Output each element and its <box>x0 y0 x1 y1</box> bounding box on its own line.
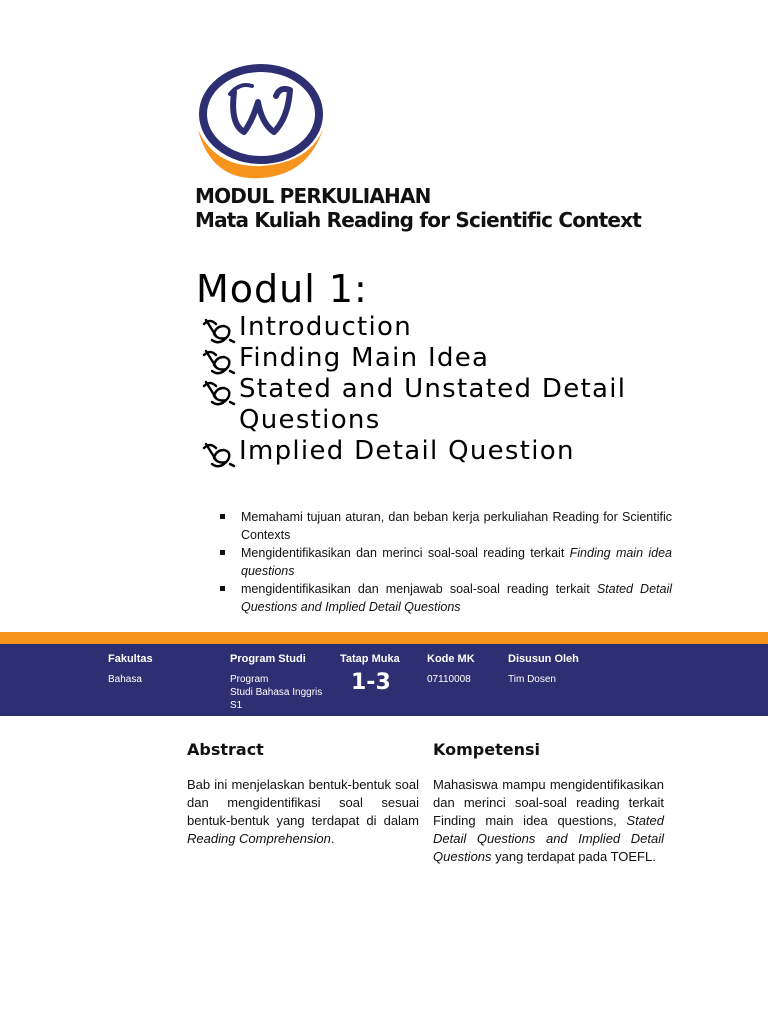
writing-hand-icon <box>202 378 236 406</box>
tatap-column <box>340 652 400 695</box>
course-name: Mata Kuliah Reading for Scientific Context <box>195 208 641 232</box>
disusun-value: Tim Dosen <box>508 674 556 685</box>
prodi-column <box>230 652 322 712</box>
topic-label: Finding Main Idea <box>239 343 490 373</box>
abstract-text: Bab ini menjelaskan bentuk-bentuk soal dan mengidentifikasi soal sesuai bentuk-bentuk yang terdapat di dalam <box>187 777 419 828</box>
objective-item <box>218 544 672 580</box>
kompetensi-italic: Stated Detail Questions and Implied Detail Questions <box>433 813 664 864</box>
objective-text: Mengidentifikasikan dan merinci soal-soal reading terkait <box>241 546 570 560</box>
disusun-label: Disusun Oleh <box>508 653 579 665</box>
kode-column <box>427 652 475 686</box>
module-title: Modul 1: <box>196 267 368 311</box>
fakultas-label: Fakultas <box>108 653 153 665</box>
topic-list <box>202 312 672 467</box>
kompetensi-text: Mahasiswa mampu mengidentifikasikan dan merinci soal-soal reading terkait Finding main idea questions, <box>433 777 664 828</box>
topic-item <box>202 374 672 436</box>
disusun-column <box>508 652 579 686</box>
objective-text: Memahami tujuan aturan, dan beban kerja perkuliahan Reading for Scientific Contexts <box>241 510 672 542</box>
module-header <box>195 184 641 232</box>
objective-italic: Stated Detail Questions and Implied Detail Questions <box>241 582 672 614</box>
university-logo <box>192 62 326 180</box>
header-title: MODUL PERKULIAHAN <box>195 184 431 208</box>
topic-label: Implied Detail Question <box>239 436 575 466</box>
abstract-body <box>187 776 419 848</box>
prodi-line: S1 <box>230 700 243 711</box>
fakultas-column <box>108 652 153 686</box>
kompetensi-body <box>433 776 664 866</box>
topic-label: Stated and Unstated Detail Questions <box>239 374 627 435</box>
objective-item <box>218 508 672 544</box>
writing-hand-icon <box>202 316 236 344</box>
kompetensi-end: yang terdapat pada TOEFL. <box>491 849 656 864</box>
fakultas-value: Bahasa <box>108 674 142 685</box>
objective-italic: Finding main idea questions <box>241 546 672 578</box>
objective-item <box>218 580 672 616</box>
topic-label: Introduction <box>239 312 413 342</box>
abstract-italic: Reading Comprehension <box>187 831 331 846</box>
prodi-line: Studi Bahasa Inggris <box>230 687 323 698</box>
kode-label: Kode MK <box>427 653 475 665</box>
tatap-label: Tatap Muka <box>340 653 400 665</box>
objectives-list <box>218 508 672 616</box>
prodi-line: Program <box>230 674 269 685</box>
kompetensi-heading: Kompetensi <box>433 740 540 759</box>
tatap-value: 1-3 <box>351 670 391 695</box>
topic-item <box>202 436 672 467</box>
course-info-band <box>0 644 768 716</box>
abstract-end: . <box>330 831 335 846</box>
writing-hand-icon <box>202 347 236 375</box>
prodi-label: Program Studi <box>230 653 306 665</box>
abstract-heading: Abstract <box>187 740 264 759</box>
orange-divider <box>0 632 768 644</box>
prodi-value <box>230 673 322 712</box>
objective-text: mengidentifikasikan dan menjawab soal-soal reading terkait <box>241 582 597 596</box>
kode-value: 07110008 <box>427 674 471 685</box>
topic-item <box>202 312 672 343</box>
topic-item <box>202 343 672 374</box>
writing-hand-icon <box>202 440 236 468</box>
